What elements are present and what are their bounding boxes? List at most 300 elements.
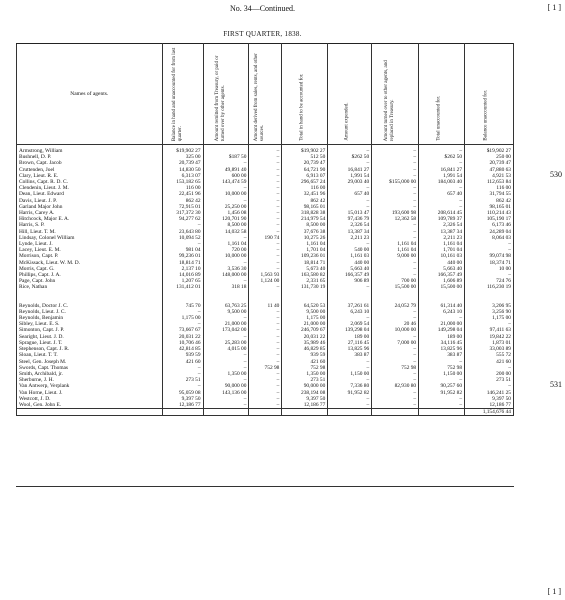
agent-name-cell: Sibley, Lieut. E. S. xyxy=(17,321,163,327)
amount-cell: 116 00 xyxy=(162,185,203,191)
amount-cell: 745 70 xyxy=(162,303,203,309)
table-row xyxy=(17,402,514,409)
amount-cell: 14,016 89 xyxy=(162,272,203,278)
agent-name-cell: Hill, Lieut. T. M. xyxy=(17,229,163,235)
amount-cell: $19,902 27 xyxy=(465,145,514,155)
amount-cell: 421 60 xyxy=(465,359,514,365)
agents-ledger-table xyxy=(16,43,514,416)
amount-cell: 9,000 00 xyxy=(372,253,419,259)
amount-cell: – xyxy=(419,377,465,383)
amount-cell: 3,206 95 xyxy=(465,303,514,309)
corner-mark-bottom: [ 1 ] xyxy=(547,587,561,596)
amount-cell: 1,350 00 xyxy=(282,371,328,377)
amount-cell: – xyxy=(203,315,249,321)
amount-cell: – xyxy=(162,365,203,371)
amount-cell: – xyxy=(372,235,419,241)
agent-name-cell: Wool, Gen. John E. xyxy=(17,402,163,409)
amount-cell: 139,298 04 xyxy=(328,327,372,333)
amount-cell: 143,474 59 xyxy=(203,179,249,185)
amount-cell: 64,520 53 xyxy=(282,303,328,309)
amount-cell: 1,175 00 xyxy=(465,315,514,321)
amount-cell: – xyxy=(328,160,372,166)
agent-name-cell: Davis, Lieut. J. P. xyxy=(17,198,163,204)
amount-cell: – xyxy=(249,198,282,204)
amount-cell: 166,357 49 xyxy=(328,272,372,278)
amount-cell: 95,059 08 xyxy=(162,390,203,396)
spacer-cell xyxy=(282,291,328,303)
agent-name-cell: Reynolds, Benjamin xyxy=(17,315,163,321)
amount-cell: – xyxy=(328,402,372,409)
amount-cell: 18,814 71 xyxy=(162,260,203,266)
amount-cell: – xyxy=(249,390,282,396)
amount-cell: 1,873 01 xyxy=(465,340,514,346)
amount-cell: 657 40 xyxy=(328,191,372,197)
amount-cell: – xyxy=(372,402,419,409)
amount-cell: – xyxy=(249,191,282,197)
agent-name-cell: Reynolds, Doctor J. C. xyxy=(17,303,163,309)
amount-cell: 116,230 19 xyxy=(465,284,514,290)
amount-cell: – xyxy=(249,222,282,228)
amount-cell: 82,930 80 xyxy=(372,383,419,389)
amount-cell: 163,580 82 xyxy=(282,272,328,278)
amount-cell: 63,763 25 xyxy=(203,303,249,309)
amount-cell: 29,003 40 xyxy=(328,179,372,185)
amount-cell: 246,709 67 xyxy=(282,327,328,333)
spacer-cell xyxy=(249,291,282,303)
amount-cell: 116 00 xyxy=(282,185,328,191)
amount-cell: 752 98 xyxy=(372,365,419,371)
amount-cell: – xyxy=(203,334,249,340)
agent-name-cell: Lacey, Lieut. E. M. xyxy=(17,247,163,253)
column-header: Balance unaccounted for. xyxy=(465,44,514,145)
amount-cell: – xyxy=(249,216,282,222)
amount-cell: 8,500 00 xyxy=(203,222,249,228)
amount-cell: 200 00 xyxy=(465,371,514,377)
spacer-cell xyxy=(465,291,514,303)
amount-cell: 13,387 34 xyxy=(328,229,372,235)
spacer-cell xyxy=(328,291,372,303)
amount-cell: 421 60 xyxy=(162,359,203,365)
amount-cell: 46,829 85 xyxy=(282,346,328,352)
amount-cell: 10,094 52 xyxy=(162,235,203,241)
amount-cell: – xyxy=(465,365,514,371)
amount-cell: – xyxy=(419,185,465,191)
amount-cell: – xyxy=(249,247,282,253)
agent-name-cell: McKissack, Lieut. W. M. D. xyxy=(17,260,163,266)
amount-cell: 862 42 xyxy=(282,198,328,204)
amount-cell: – xyxy=(203,377,249,383)
amount-cell: 20,031 22 xyxy=(162,334,203,340)
amount-cell: – xyxy=(249,402,282,409)
amount-cell: – xyxy=(328,365,372,371)
column-header: Balance in hand and unaccounted for from last quarter. xyxy=(162,44,203,145)
amount-cell: – xyxy=(249,241,282,247)
agent-name-cell: Garland Major John xyxy=(17,204,163,210)
amount-cell: – xyxy=(328,396,372,402)
agent-name-cell: Morrison, Capt. P. xyxy=(17,253,163,259)
amount-cell: 939 59 xyxy=(162,352,203,358)
amount-cell: $19,902 27 xyxy=(282,145,328,155)
amount-cell: 47,880 63 xyxy=(465,167,514,173)
amount-cell: 1,701 04 xyxy=(419,247,465,253)
amount-cell: 906 89 xyxy=(328,278,372,284)
agent-name-cell: Rice, Nathan xyxy=(17,284,163,290)
amount-cell: 12,186 77 xyxy=(282,402,328,409)
amount-cell: 440 00 xyxy=(419,260,465,266)
agent-name-cell: Page, Capt. John xyxy=(17,278,163,284)
amount-cell: 20,739 47 xyxy=(465,160,514,166)
amount-cell: $155,000 00 xyxy=(372,179,419,185)
amount-cell: – xyxy=(465,383,514,389)
amount-cell: – xyxy=(162,321,203,327)
amount-cell: – xyxy=(249,229,282,235)
amount-cell: 10,706 46 xyxy=(162,340,203,346)
amount-cell: – xyxy=(249,383,282,389)
amount-cell: 325 00 xyxy=(162,154,203,160)
amount-cell: – xyxy=(162,241,203,247)
amount-cell: 15,500 00 xyxy=(419,284,465,290)
amount-cell: 149,298 04 xyxy=(419,327,465,333)
amount-cell: 13,825 96 xyxy=(328,346,372,352)
amount-cell: – xyxy=(162,222,203,228)
agent-name-cell: Simonton, Capt. J. P. xyxy=(17,327,163,333)
amount-cell: – xyxy=(249,321,282,327)
amount-cell: 14,830 50 xyxy=(162,167,203,173)
amount-cell: – xyxy=(203,198,249,204)
amount-cell: 273 51 xyxy=(465,377,514,383)
amount-cell: 20,739 47 xyxy=(162,160,203,166)
amount-cell: 1,124 00 xyxy=(249,278,282,284)
amount-cell: 208,614 45 xyxy=(419,210,465,216)
amount-cell: – xyxy=(162,383,203,389)
amount-cell: 12,186 77 xyxy=(465,402,514,409)
amount-cell: 37,676 38 xyxy=(282,229,328,235)
agent-name-cell: Harris, S. P. xyxy=(17,222,163,228)
amount-cell: 5,673 40 xyxy=(282,266,328,272)
amount-cell: 18,374 71 xyxy=(465,260,514,266)
amount-cell: 700 00 xyxy=(372,278,419,284)
amount-cell: 13,825 96 xyxy=(419,346,465,352)
amount-cell: 15,013 47 xyxy=(328,210,372,216)
amount-cell: 166,357 49 xyxy=(419,272,465,278)
amount-cell: – xyxy=(203,396,249,402)
amount-cell: 61,314 40 xyxy=(419,303,465,309)
amount-cell: 193,600 98 xyxy=(372,210,419,216)
amount-cell: 9,500 00 xyxy=(282,309,328,315)
amount-cell: 7,336 80 xyxy=(328,383,372,389)
amount-cell: 1,175 00 xyxy=(282,315,328,321)
agent-name-cell: Dean, Lieut. Edward xyxy=(17,191,163,197)
amount-cell: 9,397 50 xyxy=(282,396,328,402)
corner-mark-top: [ 1 ] xyxy=(547,3,561,12)
amount-cell: 6,913 07 xyxy=(282,173,328,179)
amount-cell: 2,137 10 xyxy=(162,266,203,272)
amount-cell: – xyxy=(372,198,419,204)
amount-cell: 109,789 37 xyxy=(419,216,465,222)
amount-cell: 6,243 10 xyxy=(419,309,465,315)
amount-cell: 3,256 90 xyxy=(465,309,514,315)
amount-cell: – xyxy=(249,260,282,266)
amount-cell: – xyxy=(328,359,372,365)
amount-cell: 10,275 26 xyxy=(282,235,328,241)
amount-cell: 1,161 04 xyxy=(372,247,419,253)
total-label xyxy=(17,409,163,416)
amount-cell: – xyxy=(328,198,372,204)
amount-cell: – xyxy=(372,390,419,396)
amount-cell: 8,500 00 xyxy=(282,222,328,228)
page-title: No. 34—Continued. xyxy=(229,4,296,13)
amount-cell: – xyxy=(249,253,282,259)
amount-cell: 862 42 xyxy=(465,198,514,204)
amount-cell: 94,277 62 xyxy=(162,216,203,222)
total-blank-cell xyxy=(419,409,465,416)
amount-cell: – xyxy=(372,346,419,352)
spacer-cell xyxy=(372,291,419,303)
amount-cell: 10 00 xyxy=(465,266,514,272)
amount-cell: – xyxy=(203,235,249,241)
amount-cell: 14,032 58 xyxy=(203,229,249,235)
agent-name-cell: Van Horne, Lieut. J. xyxy=(17,390,163,396)
amount-cell: 5,663 40 xyxy=(419,266,465,272)
amount-cell: – xyxy=(372,352,419,358)
amount-cell: – xyxy=(419,359,465,365)
amount-cell: 21,000 00 xyxy=(282,321,328,327)
agent-name-cell: Armstrong, William xyxy=(17,145,163,155)
agent-name-cell: Phillips, Capt. J. A. xyxy=(17,272,163,278)
amount-cell: 296,657 24 xyxy=(282,179,328,185)
amount-cell: 1,350 00 xyxy=(203,371,249,377)
amount-cell: 20,739 47 xyxy=(282,160,328,166)
agent-name-cell: Clendenin, Lieut. J. M. xyxy=(17,185,163,191)
amount-cell: 238,194 08 xyxy=(282,390,328,396)
amount-cell: 110,214 43 xyxy=(465,210,514,216)
group-spacer xyxy=(17,291,514,303)
amount-cell: 105,190 17 xyxy=(465,216,514,222)
amount-cell: – xyxy=(419,145,465,155)
amount-cell: 2,069 54 xyxy=(328,321,372,327)
amount-cell: – xyxy=(249,340,282,346)
amount-cell: – xyxy=(372,204,419,210)
amount-cell: – xyxy=(203,185,249,191)
amount-cell: 143,136 00 xyxy=(203,390,249,396)
amount-cell: 34,116 45 xyxy=(419,340,465,346)
amount-cell: 97,436 79 xyxy=(328,216,372,222)
agent-name-cell: Stephenson, Capt. J. R. xyxy=(17,346,163,352)
amount-cell: 1,161 04 xyxy=(203,241,249,247)
amount-cell: – xyxy=(372,154,419,160)
agent-name-cell: Cruttenden, Joel xyxy=(17,167,163,173)
amount-cell: 90,000 00 xyxy=(282,383,328,389)
amount-cell: 1,207 65 xyxy=(162,278,203,284)
amount-cell: 3,536 30 xyxy=(203,266,249,272)
amount-cell: 189 00 xyxy=(419,334,465,340)
amount-cell: – xyxy=(249,160,282,166)
amount-cell: 1,161 03 xyxy=(328,253,372,259)
amount-cell: – xyxy=(203,260,249,266)
agent-name-cell: Van Antwerp, Verplank xyxy=(17,383,163,389)
amount-cell: 15,500 00 xyxy=(372,284,419,290)
amount-cell: 383 87 xyxy=(419,352,465,358)
amount-cell: 6,173 46 xyxy=(465,222,514,228)
amount-cell: – xyxy=(249,266,282,272)
column-header: Amount turned over to other agents, and replaced in Treasury. xyxy=(372,44,419,145)
agent-name-cell: Sherburne, J. H. xyxy=(17,377,163,383)
amount-cell: – xyxy=(465,321,514,327)
amount-cell: 120,701 90 xyxy=(203,216,249,222)
amount-cell: 1,175 00 xyxy=(162,315,203,321)
amount-cell: – xyxy=(249,173,282,179)
amount-cell: – xyxy=(419,204,465,210)
amount-cell: 318,828 38 xyxy=(282,210,328,216)
amount-cell: 317,372 30 xyxy=(162,210,203,216)
amount-cell: – xyxy=(249,346,282,352)
amount-cell: $262 50 xyxy=(328,154,372,160)
amount-cell: 2,326 54 xyxy=(328,222,372,228)
amount-cell: 4,921 53 xyxy=(465,173,514,179)
amount-cell: 1,563 93 xyxy=(249,272,282,278)
agent-name-cell: Hitchcock, Major E. A. xyxy=(17,216,163,222)
total-blank-cell xyxy=(328,409,372,416)
spacer-cell xyxy=(17,291,163,303)
amount-cell: – xyxy=(249,334,282,340)
amount-cell: 4,015 00 xyxy=(203,346,249,352)
spacer-cell xyxy=(203,291,249,303)
amount-cell: – xyxy=(372,185,419,191)
amount-cell: – xyxy=(465,247,514,253)
amount-cell: – xyxy=(419,396,465,402)
amount-cell: 16,841 27 xyxy=(419,167,465,173)
agent-name-cell: Searight, Lieut. J. D. xyxy=(17,334,163,340)
amount-cell: 1,161 04 xyxy=(282,241,328,247)
amount-cell: – xyxy=(465,272,514,278)
amount-cell: 9,397 50 xyxy=(162,396,203,402)
amount-cell: – xyxy=(203,359,249,365)
amount-cell: 112,653 84 xyxy=(465,179,514,185)
amount-cell: 1,456 08 xyxy=(203,210,249,216)
amount-cell: 12,362 58 xyxy=(372,216,419,222)
amount-cell: – xyxy=(203,365,249,371)
amount-cell: 10,000 00 xyxy=(203,191,249,197)
agent-name-cell: Clary, Lieut. R. E. xyxy=(17,173,163,179)
amount-cell: 73,667 67 xyxy=(162,327,203,333)
amount-cell: $187 50 xyxy=(203,154,249,160)
amount-cell xyxy=(203,145,249,155)
amount-cell: 35,989 46 xyxy=(282,340,328,346)
spacer-cell xyxy=(419,291,465,303)
amount-cell: 27,116 45 xyxy=(328,340,372,346)
agent-name-cell: Swords, Capt. Thomas xyxy=(17,365,163,371)
amount-cell: 1,161 04 xyxy=(419,241,465,247)
amount-cell: 189 00 xyxy=(328,334,372,340)
amount-cell: – xyxy=(162,309,203,315)
amount-cell: 1,991 54 xyxy=(328,173,372,179)
amount-cell: 540 00 xyxy=(328,247,372,253)
amount-cell: – xyxy=(372,315,419,321)
amount-cell: – xyxy=(249,309,282,315)
amount-cell: – xyxy=(249,327,282,333)
amount-cell: – xyxy=(372,160,419,166)
amount-cell: 37,261 61 xyxy=(328,303,372,309)
amount-cell: 25,283 00 xyxy=(203,340,249,346)
page-number-bottom: 531 xyxy=(550,380,562,389)
amount-cell: 22,451 96 xyxy=(162,191,203,197)
amount-cell: 273 51 xyxy=(162,377,203,383)
amount-cell: 98,165 01 xyxy=(282,204,328,210)
amount-cell: 9,500 00 xyxy=(203,309,249,315)
amount-cell: 5,663 40 xyxy=(328,266,372,272)
amount-cell: – xyxy=(328,284,372,290)
amount-cell: 146,241 25 xyxy=(465,390,514,396)
amount-cell: 42,814 85 xyxy=(162,346,203,352)
amount-cell: – xyxy=(328,185,372,191)
amount-cell: 752 98 xyxy=(249,365,282,371)
amount-cell: 1,150 00 xyxy=(419,371,465,377)
amount-cell: 173,042 00 xyxy=(203,327,249,333)
agent-name-cell: Lindsay, Colonel William xyxy=(17,235,163,241)
amount-cell: – xyxy=(372,396,419,402)
agent-name-cell: Sprague, Lieut. J. T. xyxy=(17,340,163,346)
amount-cell: 99,074 98 xyxy=(465,253,514,259)
amount-cell: 862 42 xyxy=(162,198,203,204)
amount-cell: 72,915 01 xyxy=(162,204,203,210)
total-blank-cell xyxy=(203,409,249,416)
amount-cell: 19,842 22 xyxy=(465,334,514,340)
amount-cell: – xyxy=(328,145,372,155)
amount-cell: – xyxy=(372,377,419,383)
agent-name-cell: Steel, Gen. Joseph M. xyxy=(17,359,163,365)
column-header: Total unaccounted for. xyxy=(419,44,465,145)
amount-cell: 184,003 40 xyxy=(419,179,465,185)
amount-cell: 2,331 65 xyxy=(282,278,328,284)
amount-cell: 10,000 00 xyxy=(203,253,249,259)
amount-cell: – xyxy=(249,377,282,383)
amount-cell: 1,701 04 xyxy=(282,247,328,253)
amount-cell: – xyxy=(162,371,203,377)
amount-cell: 21,000 00 xyxy=(419,321,465,327)
amount-cell: 91,952 82 xyxy=(419,390,465,396)
amount-cell: 64,721 90 xyxy=(282,167,328,173)
amount-cell: – xyxy=(249,210,282,216)
amount-cell: 512 50 xyxy=(282,154,328,160)
amount-cell: 10,161 03 xyxy=(419,253,465,259)
amount-cell: 24,052 79 xyxy=(372,303,419,309)
amount-cell: 24,289 04 xyxy=(465,229,514,235)
amount-cell: 8,064 03 xyxy=(465,235,514,241)
agent-name-cell: Brown, Capt. Jacob xyxy=(17,160,163,166)
total-blank-cell xyxy=(372,409,419,416)
amount-cell: – xyxy=(249,352,282,358)
amount-cell: – xyxy=(249,154,282,160)
column-header: Amount expended. xyxy=(328,44,372,145)
amount-cell: – xyxy=(328,377,372,383)
amount-cell: 981 04 xyxy=(162,247,203,253)
amount-cell: 720 00 xyxy=(203,247,249,253)
amount-cell: 555 72 xyxy=(465,352,514,358)
spacer-cell xyxy=(162,291,203,303)
column-header: Total in hand to be accounted for. xyxy=(282,44,328,145)
agent-name-cell: Smith, Archibald, jr. xyxy=(17,371,163,377)
amount-cell: 6,243 10 xyxy=(328,309,372,315)
amount-cell: 1,161 04 xyxy=(372,241,419,247)
table-row xyxy=(17,145,514,155)
amount-cell: – xyxy=(372,191,419,197)
amount-cell: 250 00 xyxy=(465,154,514,160)
amount-cell: 32,451 96 xyxy=(282,191,328,197)
amount-cell: – xyxy=(328,204,372,210)
amount-cell: $19,902 27 xyxy=(162,145,203,155)
amount-cell: 98,165 01 xyxy=(465,204,514,210)
amount-cell: $262 50 xyxy=(419,154,465,160)
